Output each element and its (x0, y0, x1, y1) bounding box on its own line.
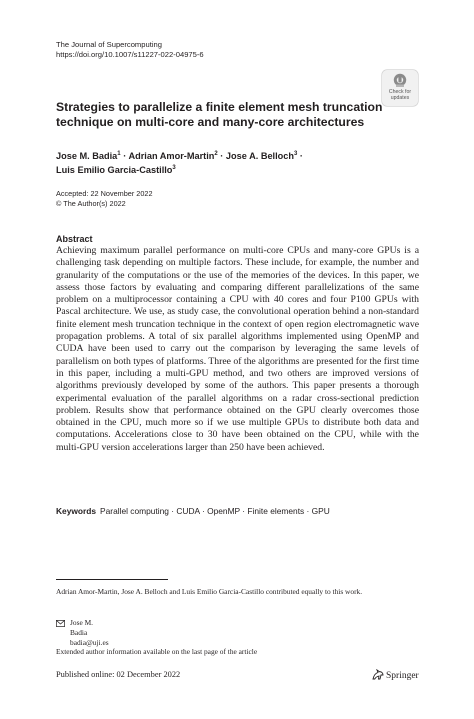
paper-title: Strategies to parallelize a finite element mesh truncation technique on multi-core and many-core architectures (56, 100, 383, 129)
affiliation-mark: 3 (294, 151, 298, 157)
springer-logo (372, 669, 419, 681)
badge-line2: updates (390, 95, 410, 101)
author-separator: · (220, 151, 224, 162)
keywords-line (56, 506, 330, 516)
journal-header (56, 40, 204, 60)
author-name[interactable]: Luis Emilio Garcia-Castillo (56, 165, 173, 176)
author-name[interactable]: Jose M. Badia (56, 151, 118, 162)
corresponding-email[interactable]: badia@uji.es (70, 638, 109, 647)
envelope-icon (56, 620, 65, 627)
affiliation-mark: 2 (214, 151, 218, 157)
publication-dates (56, 189, 153, 209)
publisher-name: Springer (386, 671, 419, 681)
corresponding-name: Jose M. Badia (70, 618, 93, 637)
affiliation-mark: 3 (172, 165, 176, 172)
published-online: Published online: 02 December 2022 (56, 670, 181, 679)
keywords-label: Keywords (56, 506, 97, 516)
check-updates-icon (393, 73, 407, 88)
journal-name: The Journal of Supercomputing (56, 40, 162, 49)
author-name[interactable]: Adrian Amor-Martin (128, 151, 215, 162)
affiliation-mark: 1 (117, 151, 121, 157)
abstract-body: Achieving maximum parallel performance on multi-core CPUs and many-core GPUs is a challenging task depending on multiple factors. These include, for example, the number and granularity of the computations or the use of the memories of the devices. In this paper, we assess those factors by evaluating and comparing different parallelizations of the same problem on a multiprocessor containing a CPU with 40 cores and four P100 GPUs with Pascal architecture. We use, as study case, the convolutional operation behind a non-standard finite element mesh truncation technique in the context of open region electromagnetic wave propagation problems. A total of six parallel algorithms implemented using OpenMP and CUDA have been used to carry out the comparison by leveraging the same levels of parallelism on both types of platforms. Three of the algorithms are presented for the first time in this paper, including a multi-GPU method, and two others are improved versions of algorithms previously developed by some of the authors. This paper presents a thorough experimental evaluation of the parallel algorithms on a radar cross-sectional prediction problem. Results show that performance obtained on the GPU clearly overcomes those obtained in the CPU, much more so if we use multiple GPUs to distribute both data and computations. Accelerations close to 30 have been obtained on the CPU, while with the multi-GPU version accelerations larger than 250 have been achieved. (56, 245, 419, 453)
accepted-date: Accepted: 22 November 2022 (56, 189, 153, 198)
doi-link[interactable]: https://doi.org/10.1007/s11227-022-04975-6 (56, 50, 204, 59)
author-list (56, 148, 386, 176)
check-for-updates-badge[interactable] (382, 70, 418, 106)
abstract-heading: Abstract (56, 234, 93, 244)
springer-horse-icon (372, 669, 384, 680)
author-name[interactable]: Jose A. Belloch (225, 151, 294, 162)
author-separator: · (123, 151, 127, 162)
contribution-note: Adrian Amor-Martin, Jose A. Belloch and Luis Emilio Garcia-Castillo contributed equally to this work. (56, 587, 363, 596)
badge-line1: Check for (388, 89, 412, 95)
keywords-list: Parallel computing · CUDA · OpenMP · Finite elements · GPU (100, 506, 330, 516)
extended-info-note: Extended author information available on the last page of the article (56, 647, 258, 656)
author-separator: · (299, 151, 303, 162)
footnote-rule (56, 579, 168, 580)
copyright-notice: © The Author(s) 2022 (56, 199, 126, 208)
